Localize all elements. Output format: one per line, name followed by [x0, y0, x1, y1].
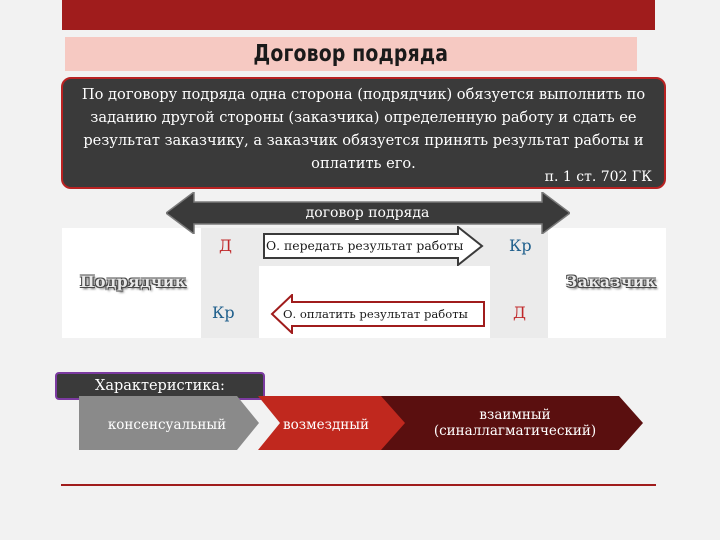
party-contractor: Подрядчик — [80, 272, 187, 291]
obligation-transfer-label: О. передать результат работы — [266, 238, 464, 253]
row2-left-mark: Кр — [212, 303, 235, 322]
row1-right-mark: Кр — [509, 236, 532, 255]
obligation-payment-label: О. оплатить результат работы — [283, 307, 468, 321]
party-customer: Заказчик — [566, 272, 657, 291]
top-bar — [62, 0, 655, 30]
characteristics-label: Характеристика: — [55, 372, 265, 400]
definition-text: По договору подряда одна сторона (подрядчик) обязуется выполнить по заданию другой стороны (заказчика) определенную работу и сдать ее результат заказчику, а заказчик обязуется принять результат работы и оплатить его. — [81, 86, 646, 172]
characteristic-onerous: возмездный — [283, 417, 369, 433]
row1-left-mark: Д — [219, 236, 233, 255]
definition-reference: п. 1 ст. 702 ГК — [544, 169, 652, 185]
characteristic-consensual: консенсуальный — [107, 417, 227, 433]
row2-right-mark: Д — [513, 303, 527, 322]
characteristic-mutual: взаимный (синаллагматический) — [433, 407, 597, 439]
title-banner — [65, 37, 637, 71]
definition-box — [61, 77, 666, 189]
contract-arrow-label: договор подряда — [305, 205, 430, 221]
bottom-divider — [61, 484, 656, 486]
page-title: Договор подряда — [253, 41, 449, 67]
